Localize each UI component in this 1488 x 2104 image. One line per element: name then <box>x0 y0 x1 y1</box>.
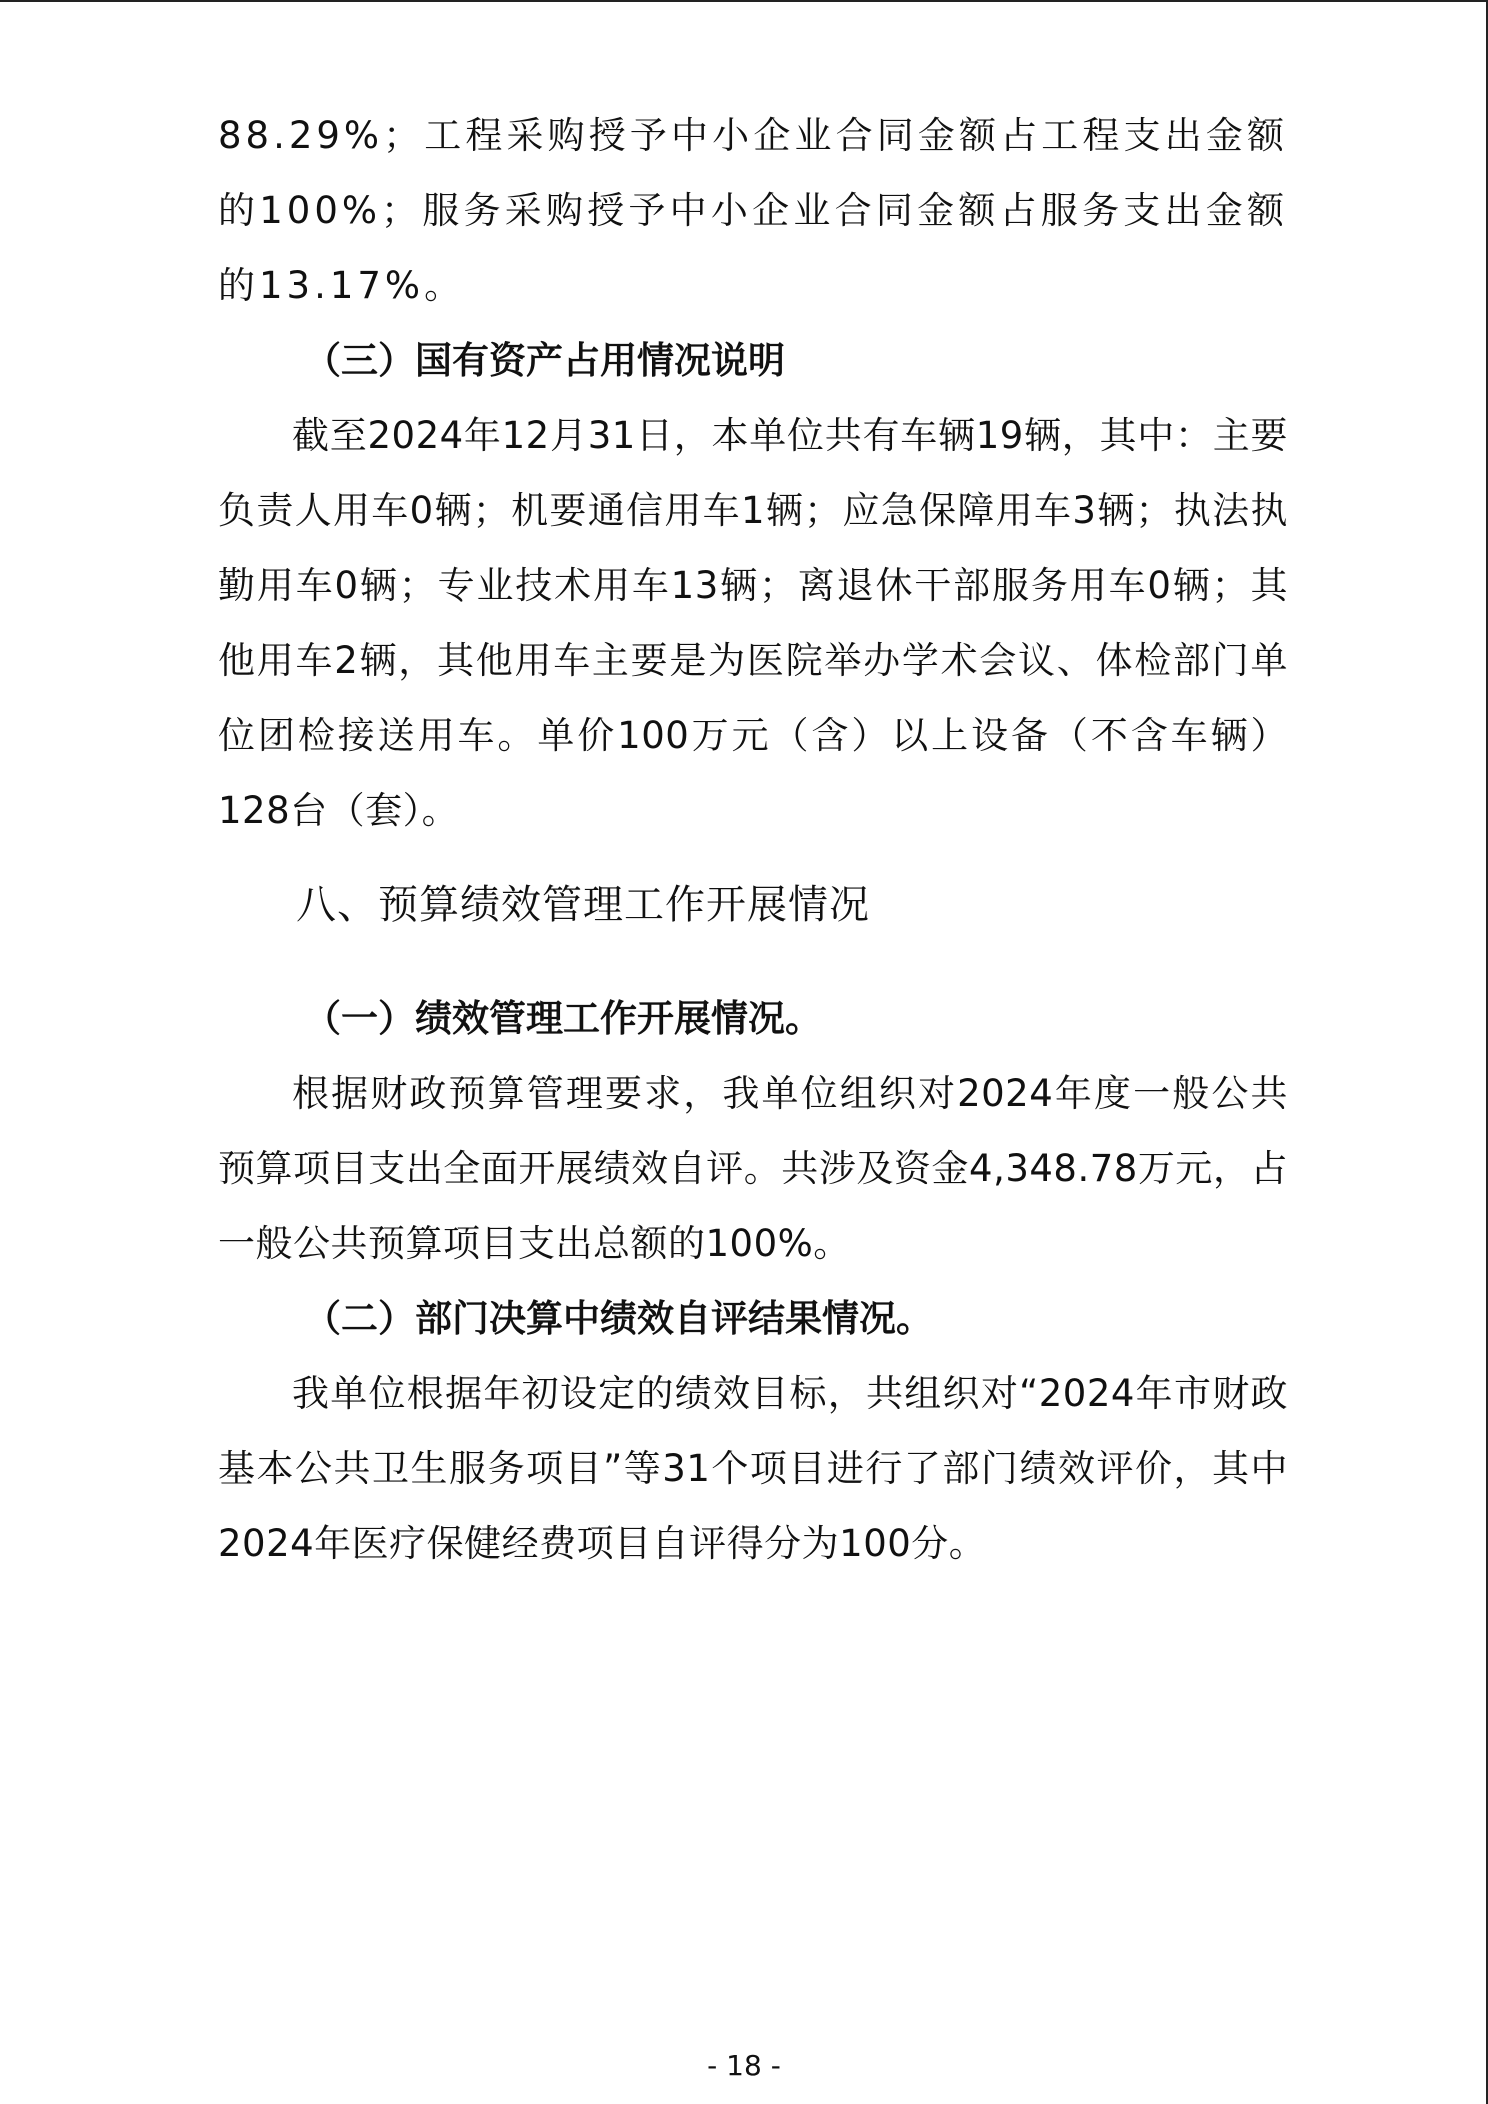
paragraph-evaluation-results: 我单位根据年初设定的绩效目标，共组织对“2024年市财政基本公共卫生服务项目”等31个项目进行了部门绩效评价，其中2024年医疗保健经费项目自评得分为100分。 <box>218 1372 1288 1565</box>
spacer <box>218 848 1288 868</box>
paragraph-self-evaluation: 根据财政预算管理要求，我单位组织对2024年度一般公共预算项目支出全面开展绩效自评。共涉及资金4,348.78万元，占一般公共预算项目支出总额的100%。 <box>218 1072 1288 1265</box>
page-body <box>218 98 1288 1581</box>
subheading-evaluation-results: （二）部门决算中绩效自评结果情况。 <box>304 1297 933 1340</box>
paragraph-vehicles: 截至2024年12月31日，本单位共有车辆19辆，其中：主要负责人用车0辆；机要通信用车1辆；应急保障用车3辆；执法执勤用车0辆；专业技术用车13辆；离退休干部服务用车0辆；其他用车2辆，其他用车主要是为医院举办学术会议、体检部门单位团检接送用车。单价100万元（含）以上设备（不含车辆）128台（套）。 <box>218 414 1288 832</box>
paragraph-procurement-ratio: 88.29%；工程采购授予中小企业合同金额占工程支出金额的100%；服务采购授予中小企业合同金额占服务支出金额的13.17%。 <box>218 114 1288 307</box>
subheading-performance-management: （一）绩效管理工作开展情况。 <box>304 997 822 1040</box>
page-number: - 18 - <box>707 2049 781 2082</box>
spacer <box>218 943 1288 981</box>
subheading-state-assets: （三）国有资产占用情况说明 <box>304 339 785 382</box>
section-heading-budget-performance: 八、预算绩效管理工作开展情况 <box>296 882 870 928</box>
